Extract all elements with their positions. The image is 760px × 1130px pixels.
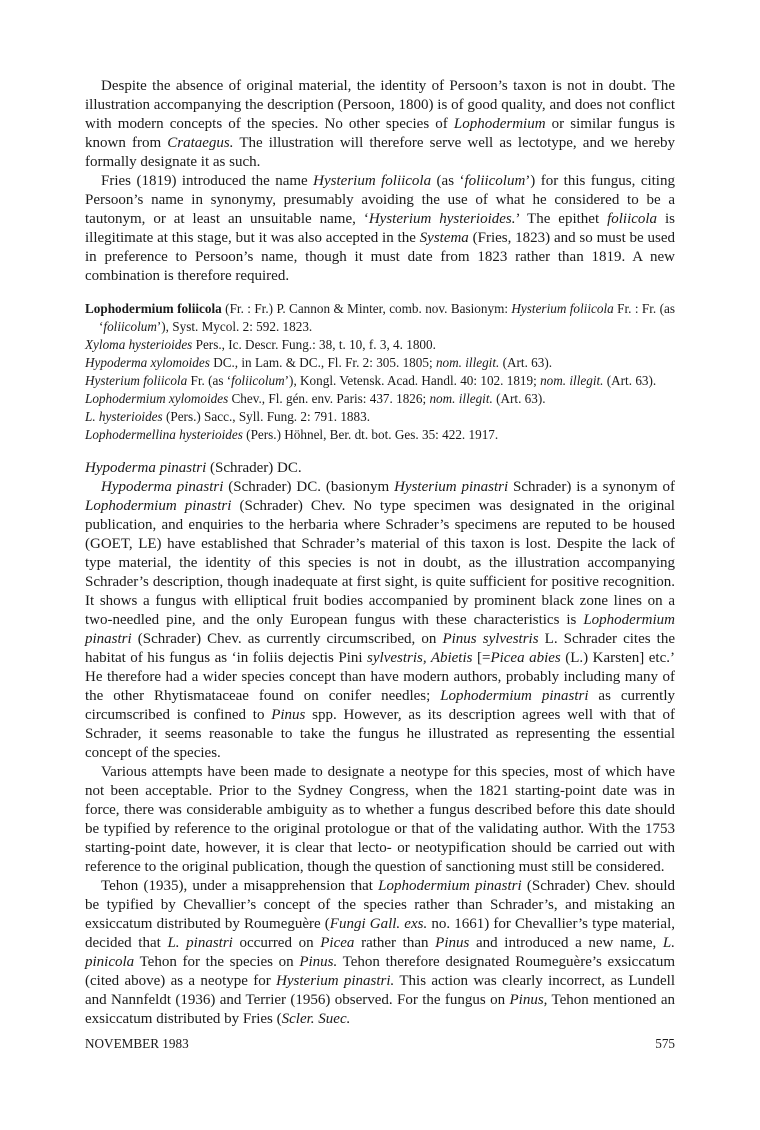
synonymy-entry-l-hysterioides: L. hysterioides (Pers.) Sacc., Syll. Fung. 2: 791. 1883. — [85, 409, 371, 424]
synonymy-entry-lophodermellina-hysterioides: Lophodermellina hysterioides (Pers.) Höhnel, Ber. dt. bot. Ges. 35: 422. 1917. — [85, 427, 499, 442]
section-heading-hypoderma-pinastri: Hypoderma pinastri (Schrader) DC. — [85, 460, 302, 476]
synonymy-entry-xyloma-hysterioides: Xyloma hysterioides Pers., Ic. Descr. Fung.: 38, t. 10, f. 3, 4. 1800. — [85, 337, 436, 352]
page-footer — [85, 1035, 675, 1053]
paragraph-persoon-lectotype: Despite the absence of original material, the identity of Persoon’s taxon is not in doubt. The illustration accompanying the description (Persoon, 1800) is of good quality, and does not conflict with modern concepts of the species. No other species of Lophodermium or similar fungus is known from Crataegus. The illustration will therefore serve well as lectotype, and we hereby formally designate it as such. — [85, 78, 675, 170]
synonymy-entry-hypoderma-xylomoides: Hypoderma xylomoides DC., in Lam. & DC., Fl. Fr. 2: 305. 1805; nom. illegit. (Art. 63). — [85, 355, 553, 370]
page-number: 575 — [655, 1036, 675, 1051]
synonymy-block — [85, 300, 675, 444]
paragraph-hypoderma-pinastri-synonymy: Hypoderma pinastri (Schrader) DC. (basionym Hysterium pinastri Schrader) is a synonym of Lophodermium pinastri (Schrader) Chev. No type specimen was designated in the original publication, and enquiries to the herbaria where Schrader’s specimens are reputed to be housed (GOET, LE) have established that Schrader’s material of this taxon is lost. Despite the lack of type material, the identity of this species is not in doubt, as the illustration accompanying Schrader’s description, though inadequate at first sight, is quite sufficient for positive recognition. It shows a fungus with elliptical fruit bodies accompanied by prominent black zone lines on a two-needled pine, and the only European fungus with these characteristics is Lophodermium pinastri (Schrader) Chev. as currently circumscribed, on Pinus sylvestris L. Schrader cites the habitat of his fungus as ‘in foliis dejectis Pini sylvestris, Abietis [=Picea abies (L.) Karsten] etc.’ He therefore had a wider species concept than have modern authors, probably including many of the other Rhytismataceae found on conifer needles; Lophodermium pinastri as currently circumscribed is confined to Pinus spp. However, as its description agrees well with that of Schrader, it seems reasonable to take the fungus he illustrated as representing the essential concept of the species. — [85, 479, 675, 761]
synonymy-entry-lophodermium-xylomoides: Lophodermium xylomoides Chev., Fl. gén. env. Paris: 437. 1826; nom. illegit. (Art. 63). — [85, 391, 546, 406]
synonymy-entry-comb-nov: Lophodermium foliicola (Fr. : Fr.) P. Cannon & Minter, comb. nov. Basionym: Hysterium foliicola Fr. : Fr. (as ‘foliicolum’), Syst. Mycol. 2: 592. 1823. — [85, 301, 675, 334]
paragraph-tehon-1935: Tehon (1935), under a misapprehension that Lophodermium pinastri (Schrader) Chev. should be typified by Chevallier’s concept of the species rather than Schrader’s, and mistaking an exsiccatum distributed by Roumeguère (Fungi Gall. exs. no. 1661) for Chevallier’s type material, decided that L. pinastri occurred on Picea rather than Pinus and introduced a new name, L. pinicola Tehon for the species on Pinus. Tehon therefore designated Roumeguère’s exsiccatum (cited above) as a neotype for Hysterium pinastri. This action was clearly incorrect, as Lundell and Nannfeldt (1936) and Terrier (1956) observed. For the fungus on Pinus, Tehon mentioned an exsiccatum distributed by Fries (Scler. Suec. — [85, 878, 675, 1027]
journal-issue-date: NOVEMBER 1983 — [85, 1036, 189, 1051]
page-body — [85, 77, 675, 1029]
paragraph-fries-foliicola: Fries (1819) introduced the name Hysterium foliicola (as ‘foliicolum’) for this fungus, citing Persoon’s name in synonymy, presumably avoiding the use of what he considered to be a tautonym, or at least an unsuitable name, ‘Hysterium hysterioides.’ The epithet foliicola is illegitimate at this stage, but it was also accepted in the Systema (Fries, 1823) and so must be used in preference to Persoon’s name, though it must date from 1823 rather than 1819. A new combination is therefore required. — [85, 173, 676, 284]
paragraph-neotype-attempts: Various attempts have been made to designate a neotype for this species, most of which have not been acceptable. Prior to the Sydney Congress, when the 1821 starting-point date was in force, there was considerable ambiguity as to whether a fungus described before this date should be typified by reference to the original protologue or that of the validating author. With the 1753 starting-point date, however, it is clear that lecto- or neotypification should be carried out with reference to the original publication, though the question of sanctioning must still be considered. — [85, 764, 675, 875]
synonymy-entry-hysterium-foliicola: Hysterium foliicola Fr. (as ‘foliicolum’), Kongl. Vetensk. Acad. Handl. 40: 102. 1819; nom. illegit. (Art. 63). — [85, 373, 657, 388]
